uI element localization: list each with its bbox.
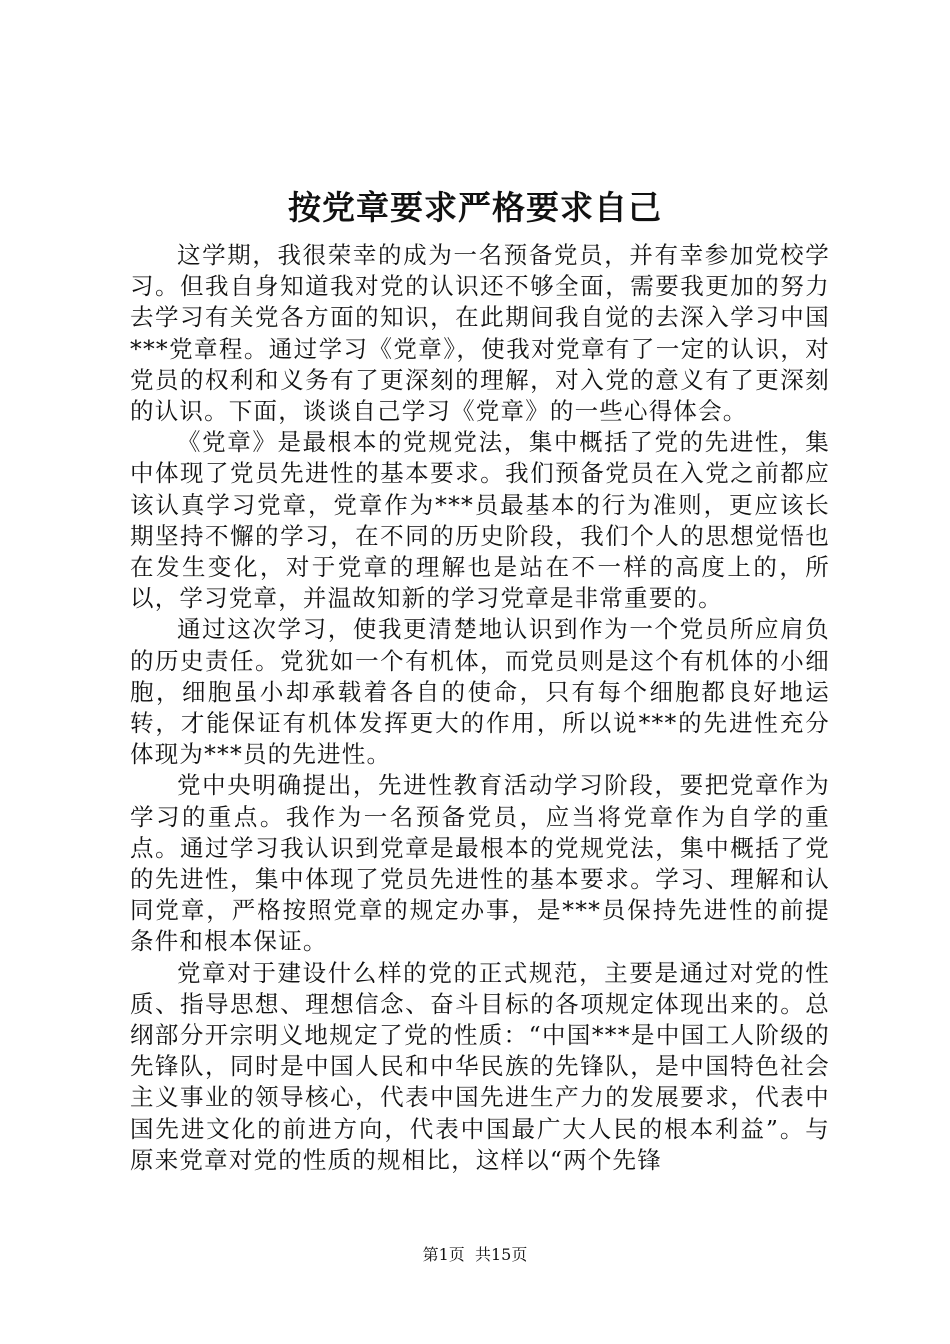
- paragraph-1: 这学期，我很荣幸的成为一名预备党员，并有幸参加党校学习。但我自身知道我对党的认识还不够全面，需要我更加的努力去学习有关党各方面的知识，在此期间我自觉的去深入学习中国***党章程。通过学习《党章》，使我对党章有了一定的认识，对党员的权利和义务有了更深刻的理解，对入党的意义有了更深刻的认识。下面，谈谈自己学习《党章》的一些心得体会。: [130, 241, 830, 426]
- page-footer: [0, 1243, 950, 1267]
- footer-spacer: [465, 1245, 475, 1264]
- paragraph-2: 《党章》是最根本的党规党法，集中概括了党的先进性，集中体现了党员先进性的基本要求。我们预备党员在入党之前都应该认真学习党章，党章作为***员最基本的行为准则，更应该长期坚持不懈的学习，在不同的历史阶段，我们个人的思想觉悟也在发生变化，对于党章的理解也是站在不一样的高度上的，所以，学习党章，并温故知新的学习党章是非常重要的。: [130, 428, 830, 613]
- paragraph-4: 党中央明确提出，先进性教育活动学习阶段，要把党章作为学习的重点。我作为一名预备党员，应当将党章作为自学的重点。通过学习我认识到党章是最根本的党规党法，集中概括了党的先进性，集中体现了党员先进性的基本要求。学习、理解和认同党章，严格按照党章的规定办事，是***员保持先进性的前提条件和根本保证。: [130, 771, 830, 956]
- page-number: 第1页: [422, 1245, 465, 1264]
- document-body: [130, 240, 830, 1176]
- paragraph-3: 通过这次学习，使我更清楚地认识到作为一个党员所应肩负的历史责任。党犹如一个有机体，而党员则是这个有机体的小细胞，细胞虽小却承载着各自的使命，只有每个细胞都良好地运转，才能保证有机体发挥更大的作用，所以说***的先进性充分体现为***员的先进性。: [130, 615, 830, 769]
- total-pages: 共15页: [474, 1245, 528, 1264]
- document-title: 按党章要求严格要求自己: [288, 188, 662, 227]
- paragraph-5: 党章对于建设什么样的党的正式规范，主要是通过对党的性质、指导思想、理想信念、奋斗目标的各项规定体现出来的。总纲部分开宗明义地规定了党的性质：“中国***是中国工人阶级的先锋队，同时是中国人民和中华民族的先锋队，是中国特色社会主义事业的领导核心，代表中国先进生产力的发展要求，代表中国先进文化的前进方向，代表中国最广大人民的根本利益”。与原来党章对党的性质的规相比，这样以“两个先锋: [130, 958, 830, 1174]
